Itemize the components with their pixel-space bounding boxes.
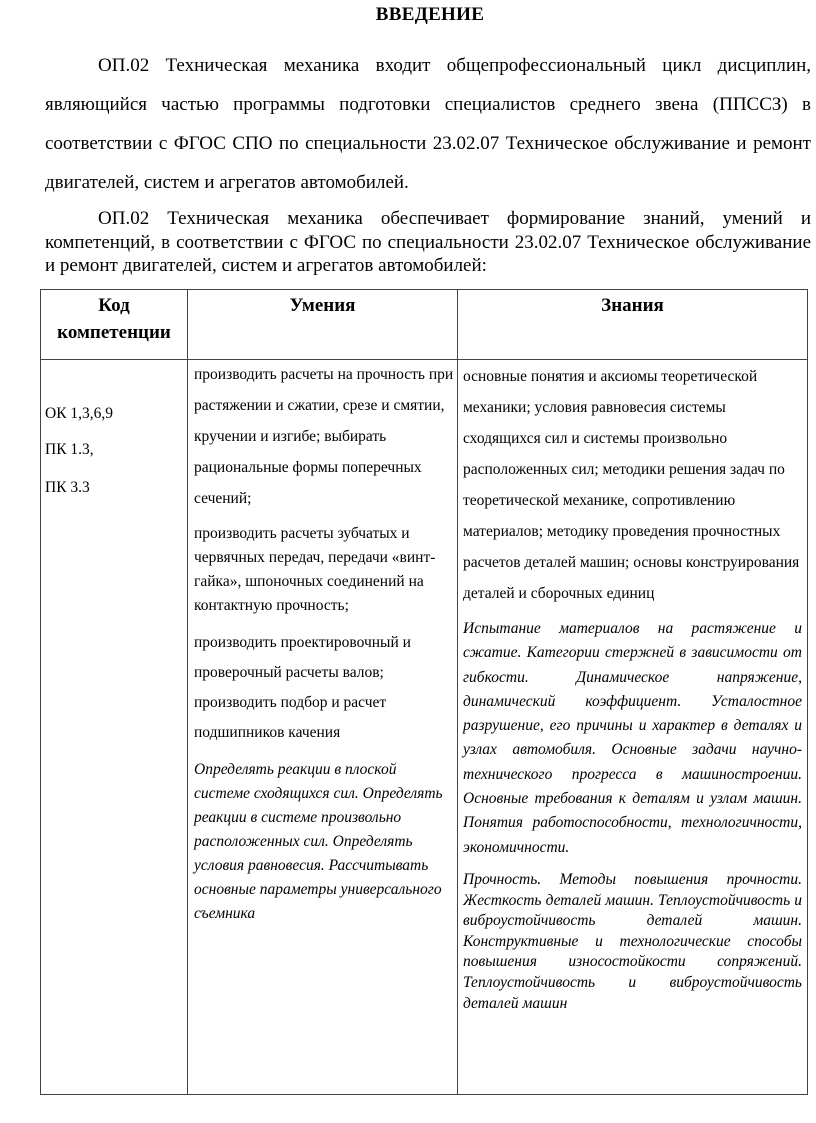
header-code-line2: компетенции <box>57 322 171 343</box>
skills-block-2: производить расчеты зубчатых и червячных передач, передачи «винт-гайка», шпоночных соединений на контактную прочность; <box>194 525 436 614</box>
competency-codes-cell <box>41 360 188 1095</box>
knowledge-block-1: основные понятия и аксиомы теоретической механики; условия равновесия системы сходящихся сил и системы произвольно расположенных сил; методики решения задач по теоретической механике, сопротивлению материалов; методику проведения прочностных расчетов деталей машин; основы конструирования деталей и сборочных единиц <box>463 368 800 602</box>
skills-cell <box>188 360 458 1095</box>
intro-paragraph-2: ОП.02 Техническая механика обеспечивает формирование знаний, умений и компетенций, в соответствии с ФГОС по специальности 23.02.07 Техническое обслуживание и ремонт двигателей, систем и агрегатов автомобилей: <box>45 208 811 276</box>
knowledge-block-2: Испытание материалов на растяжение и сжатие. Категории стержней в зависимости от гибкости. Динамическое напряжение, динамический коэффициент. Усталостное разрушение, его причины и характер в деталях и узлах автомобиля. Основные задачи научно-технического прогресса в машиностроении. Основные требования к деталям и узлам машин. Понятия работоспособности, технологичности, экономичности. <box>463 620 802 856</box>
competency-code: ОК 1,3,6,9 <box>45 405 114 422</box>
skills-block-3: производить проектировочный и проверочный расчеты валов; производить подбор и расчет подшипников качения <box>194 634 411 741</box>
table-header-row <box>41 290 808 360</box>
skills-block-4: Определять реакции в плоской системе сходящихся сил. Определять реакции в системе произвольно расположенных сил. Определять условия равновесия. Рассчитывать основные параметры универсального съемника <box>194 761 443 922</box>
competency-code: ПК 3.3 <box>45 479 90 496</box>
header-code <box>41 290 188 360</box>
competency-code: ПК 1.3, <box>45 441 94 458</box>
header-code-line1: Код <box>98 295 130 316</box>
intro-paragraph-1: ОП.02 Техническая механика входит общепрофессиональный цикл дисциплин, являющийся частью программы подготовки специалистов среднего звена (ППССЗ) в соответствии с ФГОС СПО по специальности 23.02.07 Техническое обслуживание и ремонт двигателей, систем и агрегатов автомобилей. <box>45 55 811 193</box>
table-row <box>41 360 808 1095</box>
skills-block-1: производить расчеты на прочность при растяжении и сжатии, срезе и смятии, кручении и изгибе; выбирать рациональные формы поперечных сечений; <box>194 366 454 507</box>
page-title: ВВЕДЕНИЕ <box>375 4 485 25</box>
knowledge-block-3: Прочность. Методы повышения прочности. Жесткость деталей машин. Теплоустойчивость и виброустойчивость деталей машин. Конструктивные и технологические способы повышения износостойкости сопряжений. Теплоустойчивость и виброустойчивость деталей машин <box>463 870 802 1012</box>
competency-table <box>40 289 808 1095</box>
header-knowledge: Знания <box>458 290 808 360</box>
header-skills: Умения <box>188 290 458 360</box>
knowledge-cell <box>458 360 808 1095</box>
